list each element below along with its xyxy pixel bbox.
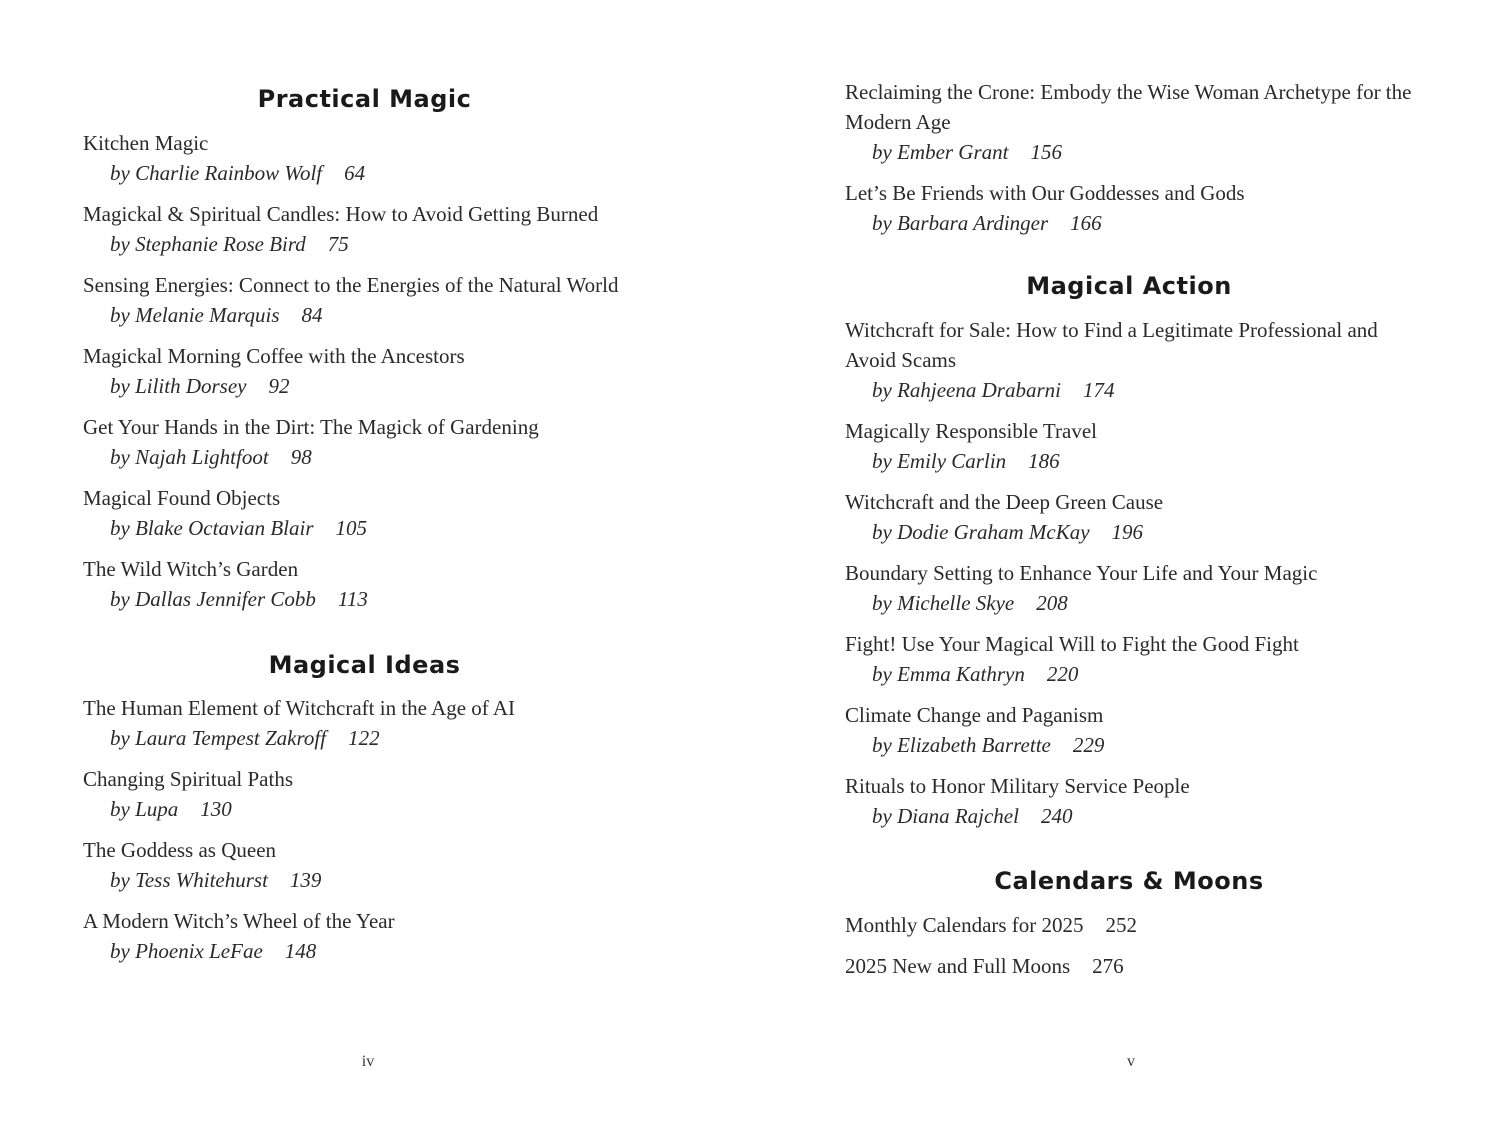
entry-author: by Emily Carlin <box>872 449 1007 473</box>
section-magical-action <box>845 315 1417 842</box>
entry-author: by Dodie Graham McKay <box>872 520 1090 544</box>
entry-author: by Stephanie Rose Bird <box>110 232 306 256</box>
entry-author: by Emma Kathryn <box>872 662 1025 686</box>
entry-page-number: 240 <box>1040 804 1073 828</box>
entry-byline <box>83 513 658 543</box>
entry-title: A Modern Witch’s Wheel of the Year <box>83 909 395 933</box>
toc-entry[interactable] <box>83 199 658 259</box>
entry-page-number: 92 <box>268 374 290 398</box>
page-folio-right: v <box>1127 1053 1135 1070</box>
entry-title-line-1: Rituals to Honor Military Service People <box>845 774 1190 798</box>
entry-title: Sensing Energies: Connect to the Energies of the Natural World <box>83 273 619 297</box>
entry-page-number: 276 <box>1092 954 1124 978</box>
toc-entry[interactable] <box>845 178 1417 238</box>
toc-entry[interactable] <box>83 906 658 966</box>
section-calendars-moons <box>845 910 1417 992</box>
entry-title-line-1: Witchcraft and the Deep Green Cause <box>845 490 1164 514</box>
toc-entry[interactable] <box>83 128 658 188</box>
section-heading-magical-ideas: Magical Ideas <box>268 651 461 679</box>
entry-byline <box>83 936 658 966</box>
entry-author: by Lilith Dorsey <box>110 374 247 398</box>
entry-byline <box>845 517 1417 547</box>
entry-page-number: 252 <box>1105 913 1138 937</box>
entry-title-line-1: Climate Change and Paganism <box>845 703 1104 727</box>
entry-title: The Goddess as Queen <box>83 838 277 862</box>
entry-byline <box>845 659 1417 689</box>
toc-entry[interactable] <box>845 910 1417 940</box>
entry-page-number: 130 <box>200 797 232 821</box>
page-folio-left: iv <box>361 1053 375 1070</box>
entry-title: Magical Found Objects <box>83 486 281 510</box>
entry-page-number: 105 <box>335 516 368 540</box>
section-heading-calendars-moons: Calendars & Moons <box>994 867 1264 895</box>
entry-title: Monthly Calendars for 2025 <box>845 913 1084 937</box>
entry-title: 2025 New and Full Moons <box>845 954 1071 978</box>
entry-title-line-1: Witchcraft for Sale: How to Find a Legitimate Professional and <box>845 318 1378 342</box>
toc-entry[interactable] <box>83 270 658 330</box>
toc-entry[interactable] <box>83 693 658 753</box>
entry-byline <box>83 442 658 472</box>
section-heading-practical-magic: Practical Magic <box>257 85 472 113</box>
entry-author: by Melanie Marquis <box>110 303 280 327</box>
entry-author: by Laura Tempest Zakroff <box>110 726 327 750</box>
entry-title-line-1: Fight! Use Your Magical Will to Fight the Good Fight <box>845 632 1299 656</box>
entry-title-line-2: Modern Age <box>845 110 951 134</box>
entry-byline <box>845 375 1417 405</box>
entry-page-number: 122 <box>348 726 380 750</box>
entry-author: by Najah Lightfoot <box>110 445 269 469</box>
toc-entry[interactable] <box>845 771 1417 831</box>
entry-page-number: 64 <box>344 161 366 185</box>
entry-byline <box>845 801 1417 831</box>
toc-entry[interactable] <box>845 700 1417 760</box>
toc-entry[interactable] <box>845 315 1417 405</box>
toc-entry[interactable] <box>845 77 1417 167</box>
entry-author: by Rahjeena Drabarni <box>872 378 1061 402</box>
entry-author: by Charlie Rainbow Wolf <box>110 161 323 185</box>
entry-page-number: 98 <box>290 445 312 469</box>
entry-title: Kitchen Magic <box>83 131 209 155</box>
toc-entry[interactable] <box>83 835 658 895</box>
entry-title-line-1: Magically Responsible Travel <box>845 419 1097 443</box>
entry-byline <box>83 794 658 824</box>
entry-title: The Wild Witch’s Garden <box>83 557 299 581</box>
entry-author: by Blake Octavian Blair <box>110 516 314 540</box>
entry-author: by Elizabeth Barrette <box>872 733 1051 757</box>
entry-byline <box>845 208 1417 238</box>
toc-entry[interactable] <box>845 951 1417 981</box>
entry-page-number: 229 <box>1072 733 1105 757</box>
toc-entry[interactable] <box>845 558 1417 618</box>
toc-entry[interactable] <box>83 341 658 401</box>
toc-entry[interactable] <box>845 629 1417 689</box>
entry-title: Get Your Hands in the Dirt: The Magick of Gardening <box>83 415 539 439</box>
entry-page-number: 113 <box>337 587 368 611</box>
entry-author: by Barbara Ardinger <box>872 211 1049 235</box>
entry-page-number: 208 <box>1036 591 1068 615</box>
toc-entry[interactable] <box>83 764 658 824</box>
entry-title: Changing Spiritual Paths <box>83 767 293 791</box>
entry-author: by Dallas Jennifer Cobb <box>110 587 316 611</box>
entry-byline <box>845 137 1417 167</box>
entry-byline <box>83 723 658 753</box>
entry-title: The Human Element of Witchcraft in the Age of AI <box>83 696 516 720</box>
entry-byline <box>845 730 1417 760</box>
section-magical-ideas <box>83 693 658 977</box>
entry-page-number: 156 <box>1030 140 1062 164</box>
entry-page-number: 166 <box>1070 211 1102 235</box>
entry-title: Magickal Morning Coffee with the Ancestors <box>83 344 465 368</box>
entry-byline <box>83 229 658 259</box>
entry-byline <box>83 584 658 614</box>
entry-page-number: 84 <box>301 303 323 327</box>
toc-entry[interactable] <box>83 412 658 472</box>
entry-page-number: 148 <box>284 939 317 963</box>
entry-byline <box>83 158 658 188</box>
right-page <box>845 0 1417 1143</box>
entry-byline <box>845 588 1417 618</box>
entry-author: by Phoenix LeFae <box>110 939 263 963</box>
entry-page-number: 186 <box>1028 449 1060 473</box>
entry-title-line-1: Boundary Setting to Enhance Your Life and Your Magic <box>845 561 1318 585</box>
entry-author: by Tess Whitehurst <box>110 868 268 892</box>
toc-entry[interactable] <box>845 416 1417 476</box>
entry-author: by Lupa <box>110 797 179 821</box>
entry-author: by Ember Grant <box>872 140 1009 164</box>
entry-byline <box>83 300 658 330</box>
entry-byline <box>83 371 658 401</box>
toc-entry[interactable] <box>83 483 658 543</box>
toc-entry[interactable] <box>845 487 1417 547</box>
entry-page-number: 220 <box>1046 662 1079 686</box>
entry-title-line-1: Reclaiming the Crone: Embody the Wise Woman Archetype for the <box>845 80 1412 104</box>
entry-author: by Michelle Skye <box>872 591 1015 615</box>
toc-entry[interactable] <box>83 554 658 614</box>
entry-page-number: 196 <box>1111 520 1144 544</box>
entry-byline <box>83 865 658 895</box>
section-continued-entries <box>845 77 1417 249</box>
left-page <box>83 0 658 1143</box>
section-heading-magical-action: Magical Action <box>1026 272 1232 300</box>
entry-page-number: 174 <box>1082 378 1115 402</box>
entry-title-line-2: Avoid Scams <box>845 348 957 372</box>
entry-author: by Diana Rajchel <box>872 804 1019 828</box>
entry-byline <box>845 446 1417 476</box>
entry-title: Magickal & Spiritual Candles: How to Avoid Getting Burned <box>83 202 599 226</box>
entry-title-line-1: Let’s Be Friends with Our Goddesses and Gods <box>845 181 1245 205</box>
entry-page-number: 139 <box>289 868 322 892</box>
entry-page-number: 75 <box>327 232 349 256</box>
section-practical-magic <box>83 128 658 625</box>
